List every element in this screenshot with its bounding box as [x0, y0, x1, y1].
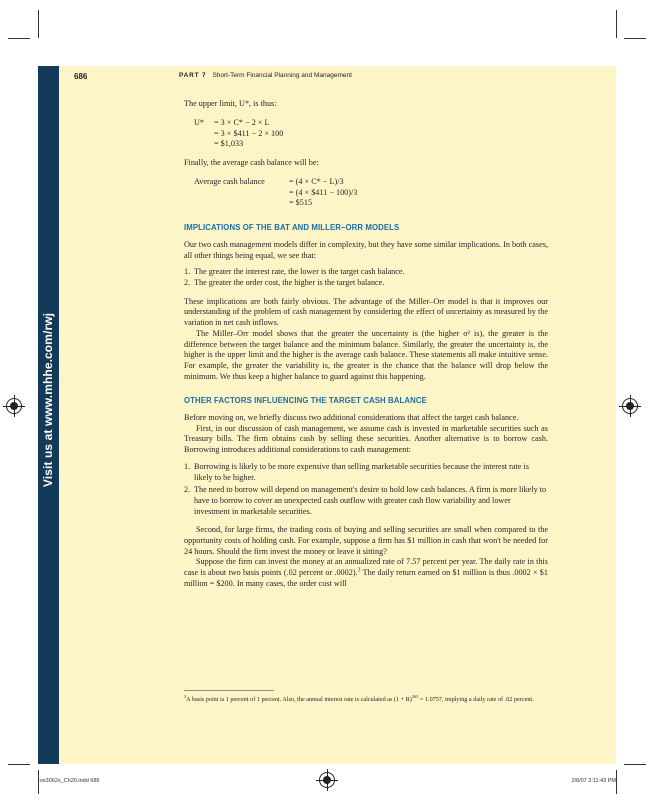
- equation-line: = 3 × $411 − 2 × 100: [214, 128, 284, 138]
- page-number: 686: [74, 72, 88, 81]
- paragraph: Second, for large firms, the trading costs of buying and selling securities are small when compared to the opportunity costs of holding cash. For example, suppose a firm has $1 million in cash that won't be needed for 24 hours. Should the firm invest the money or leave it sitting?: [184, 525, 548, 556]
- registration-mark-icon: [6, 398, 22, 414]
- paragraph: First, in our discussion of cash management, we assume cash is invested in marketable securities such as Treasury bills. The firm obtains cash by selling these securities. Another alternative is to borrow cash. Borrowing introduces additional considerations to cash management:: [184, 423, 548, 455]
- crop-mark-bl-h: [8, 764, 30, 765]
- average-cash-intro: Finally, the average cash balance will be:: [184, 158, 319, 168]
- equation-line: = $515: [289, 198, 313, 208]
- equation-line: = (4 × $411 − 100)/3: [289, 187, 358, 197]
- footnote-ref: 3: [357, 567, 361, 574]
- part-label: PART 7: [179, 72, 207, 79]
- paragraph: The Miller–Orr model shows that the greater the uncertainty is (the higher σ² is), the greater is the difference between the target balance and the minimum balance. Similarly, the greater the uncertainty is, the higher is the upper limit and the higher is the average cash balance. These statements all make intuitive sense. For example, the greater the variability is, the greater is the chance that the balance will drop below the minimum. We thus keep a higher balance to guard against this happening.: [184, 328, 548, 381]
- paragraph: Our two cash management models differ in complexity, but they have some similar implications. In both cases, all other things being equal, we see that:: [184, 239, 548, 260]
- equation-line: Average cash balance = (4 × C* − L)/3: [194, 176, 344, 186]
- registration-mark-icon: [622, 398, 638, 414]
- paragraph: Before moving on, we briefly discuss two additional considerations that affect the target cash balance.: [184, 413, 519, 423]
- running-header: [74, 72, 604, 86]
- paragraph: Suppose the firm can invest the money at an annualized rate of 7.57 percent per year. The daily rate in this case is about two basis points (.02 percent or .0002).$^3$ The daily return earned on $1 million is thus .0002 × $1 million = $200. In many cases, the order cost will: [184, 557, 548, 588]
- registration-mark-icon: [319, 772, 335, 788]
- crop-mark-br-h: [624, 764, 646, 765]
- footnote: $^3$A basis point is 1 percent of 1 percent. Also, the annual interest rate is calculated as $(1 + R)^{365} = 1.0757$, implying a daily rate of .02 percent.: [184, 693, 534, 703]
- average-cash-equation: [194, 177, 548, 209]
- list-item: 2. The greater the order cost, the higher is the target balance.: [184, 278, 385, 287]
- implications-list: [184, 267, 548, 288]
- borrowing-list: [184, 462, 548, 518]
- crop-mark-br-v: [616, 770, 617, 794]
- upper-limit-intro: The upper limit, U*, is thus:: [184, 99, 277, 108]
- footnote-marker: 3: [184, 693, 187, 699]
- list-item: 1. The greater the interest rate, the lower is the target cash balance.: [184, 267, 405, 277]
- crop-mark-tl-v: [38, 10, 39, 38]
- part-name: Short-Term Financial Planning and Management: [212, 72, 352, 79]
- sidebar-url-text: Visit us at www.mhhe.com/rwj: [41, 312, 55, 488]
- crop-mark-tr-v: [616, 10, 617, 38]
- part-title: [179, 72, 352, 79]
- footnote-rule: [184, 690, 274, 691]
- paragraph: These implications are both fairly obvious. The advantage of the Miller–Orr model is that it improves our understanding of the problem of cash management by considering the effect of uncertainty as measured by the variation in net cash inflows.: [184, 296, 548, 328]
- list-item: 1. Borrowing is likely to be more expensive than selling marketable securities because the interest rate is likely to be higher.: [184, 461, 529, 482]
- equation-line: = $1,033: [214, 139, 244, 149]
- equation-line: U* = 3 × C* − 2 × L: [194, 117, 270, 127]
- slug-timestamp: 2/8/07 3:11:43 PM: [571, 778, 616, 784]
- slug-filename: ros3062x_Ch20.indd 686: [38, 778, 100, 784]
- crop-mark-tl-h: [8, 38, 30, 39]
- section-heading-other-factors: OTHER FACTORS INFLUENCING THE TARGET CASH BALANCE: [184, 396, 427, 406]
- section-heading-implications: IMPLICATIONS OF THE BAT AND MILLER–ORR MODELS: [184, 223, 400, 233]
- list-item: 2. The need to borrow will depend on management's desire to hold low cash balances. A firm is more likely to have to borrow to cover an unexpected cash outflow with greater cash flow variability and lower investment in marketable securities.: [184, 485, 547, 516]
- body-text: [184, 99, 548, 590]
- upper-limit-equation: [194, 118, 548, 150]
- crop-mark-tr-h: [624, 38, 646, 39]
